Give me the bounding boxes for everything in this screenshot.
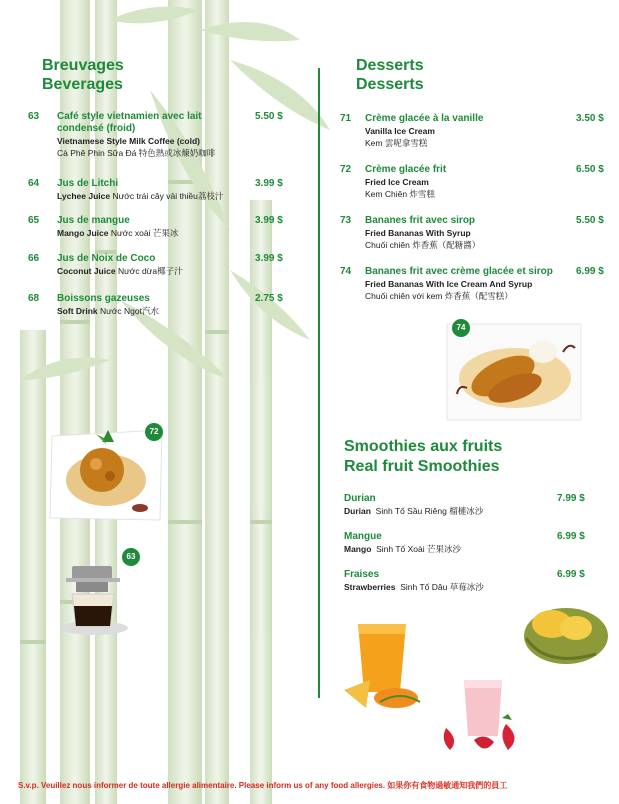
item-name: Crème glacée à la vanille [365,113,484,124]
item-name: Jus de Noix de Coco [57,253,156,264]
item-price: 3.99 $ [255,178,283,189]
smoothies-title-en: Real fruit Smoothies [344,458,500,475]
item-price: 6.50 $ [576,164,604,175]
item-price: 5.50 $ [255,111,283,122]
item-name: Boissons gazeuses [57,293,150,304]
item-english: Mango [344,544,372,554]
item-number: 68 [28,293,40,304]
item-name: Bananes frit avec crème glacée et sirop [365,266,553,277]
item-vietnamese: Sinh Tố Xoài 芒果冰沙 [376,544,462,554]
item-vietnamese: Kem 雲呢拿雪糕 [365,138,428,148]
item-number: 71 [340,113,352,124]
item-vietnamese: Cà Phê Phin Sữa Đá 特色熱或冰煉奶咖啡 [57,148,216,158]
item-number: 65 [28,215,40,226]
item-english: Strawberries [344,582,396,592]
mango-smoothie-photo [340,620,426,712]
item-price: 6.99 $ [576,266,604,277]
item-name: Crème glacée frit [365,164,447,175]
photo-badge-72: 72 [145,423,163,441]
beverages-title-fr: Breuvages [42,57,124,74]
item-number: 72 [340,164,352,175]
list-item [344,569,594,593]
item-vietnamese: Chuối chiên với kem 炸香蕉（配雪糕） [365,291,513,301]
item-number: 66 [28,253,40,264]
item-number: 63 [28,111,40,122]
photo-badge-63: 63 [122,548,140,566]
item-english: Fried Ice Cream [365,177,429,187]
item-vietnamese: Sinh Tố Dâu 草莓冰沙 [400,582,484,592]
item-vietnamese: Kem Chiên 炸雪糕 [365,189,435,199]
item-vietnamese: Chuối chiên 炸香蕉（配糖醬） [365,240,481,250]
item-number: 73 [340,215,352,226]
allergy-notice: S.v.p. Veuillez nous informer de toute allergie alimentaire. Please inform us of any food allergies. 如果你有食物過敏通知我們的員工 [18,781,508,790]
item-name: Fraises [344,569,380,580]
item-price: 7.99 $ [557,493,585,504]
desserts-heading [356,56,424,94]
vietnamese-coffee-photo [58,560,130,636]
item-vietnamese: Sinh Tố Sầu Riêng 榴槤冰沙 [375,506,484,516]
item-english: Coconut Juice [57,266,116,276]
item-price: 6.99 $ [557,531,585,542]
item-name: Café style vietnamien avec lait condensé (froid) [57,111,202,134]
desserts-title-en: Desserts [356,76,424,93]
item-vietnamese: Nước xoài 芒果冰 [110,228,179,238]
item-english: Vietnamese Style Milk Coffee (cold) [57,136,200,146]
item-number: 74 [340,266,352,277]
strawberry-smoothie-photo [438,676,528,756]
item-price: 3.99 $ [255,215,283,226]
smoothies-heading [344,437,502,477]
durian-photo [516,598,608,668]
item-english: Durian [344,506,371,516]
item-english: Soft Drink [57,306,98,316]
fried-ice-cream-photo [48,428,166,524]
item-vietnamese: Nước trái cây vải thiều荔枝汁 [112,191,224,201]
item-vietnamese: Nước dừa椰子汁 [117,266,183,276]
item-english: Fried Bananas With Ice Cream And Syrup [365,279,533,289]
item-english: Mango Juice [57,228,109,238]
list-item [344,493,594,517]
photo-badge-74: 74 [452,319,470,337]
desserts-title-fr: Desserts [356,57,424,74]
item-price: 3.50 $ [576,113,604,124]
item-english: Fried Bananas With Syrup [365,228,471,238]
item-price: 5.50 $ [576,215,604,226]
item-vietnamese: Nước Ngọt汽水 [100,306,159,316]
beverages-title-en: Beverages [42,76,123,93]
smoothies-title-fr: Smoothies aux fruits [344,438,503,455]
list-item [344,531,594,555]
column-divider [318,68,320,698]
item-english: Vanilla Ice Cream [365,126,435,136]
item-price: 2.75 $ [255,293,283,304]
item-name: Durian [344,493,376,504]
item-name: Jus de mangue [57,215,130,226]
item-price: 3.99 $ [255,253,283,264]
fried-banana-photo [445,322,583,422]
item-name: Jus de Litchi [57,178,119,189]
item-name: Bananes frit avec sirop [365,215,476,226]
item-name: Mangue [344,531,382,542]
beverages-heading [42,56,124,94]
item-english: Lychee Juice [57,191,111,201]
item-price: 6.99 $ [557,569,585,580]
item-number: 64 [28,178,40,189]
